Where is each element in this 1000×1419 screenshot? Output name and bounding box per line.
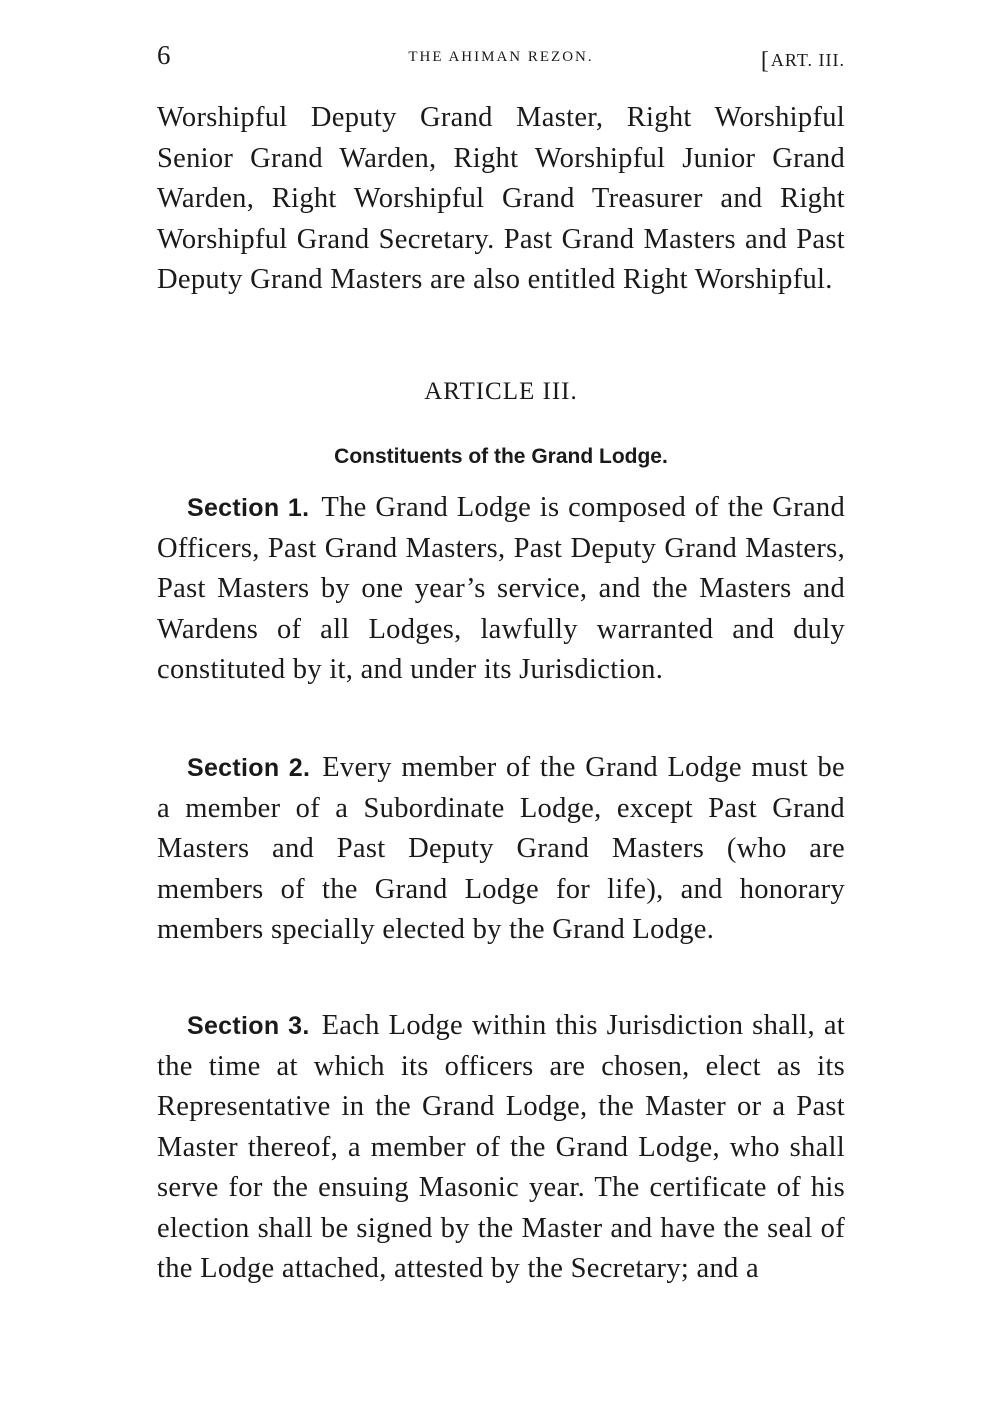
section-2-text: Every member of the Grand Lodge must be a member of a Subordinate Lodge, except Past Grand Masters and Past Deputy Grand Masters (who are members of the Grand Lodge for life), and honorary members specially elected by the Grand Lodge.	[157, 752, 845, 945]
section-1-text: The Grand Lodge is composed of the Grand Officers, Past Grand Masters, Past Deputy Grand Masters, Past Masters by one year’s service, and the Masters and Wardens of all Lodges, lawfully warranted and duly constituted by it, and under its Jurisdiction.	[157, 492, 846, 685]
section-3-text: Each Lodge within this Jurisdiction shall, at the time at which its officers are chosen, elect as its Representative in the Grand Lodge, the Master or a Past Master thereof, a member of the Grand Lodge, who shall serve for the ensuing Masonic year. The certificate of his election shall be signed by the Master and have the seal of the Lodge attached, attested by the Secretary; and a	[157, 1010, 846, 1284]
section-2	[157, 748, 845, 951]
section-2-label: Section 2.	[187, 754, 311, 782]
article-heading: ARTICLE III.	[424, 378, 578, 405]
section-1	[157, 488, 845, 691]
section-3-label: Section 3.	[187, 1012, 310, 1040]
book-page	[157, 40, 846, 1284]
page-number: 6	[157, 40, 171, 70]
article-reference-bracket: [	[760, 48, 770, 74]
article-reference-text: ART. III.	[770, 50, 845, 70]
section-1-label: Section 1.	[187, 494, 310, 522]
book-title: THE AHIMAN REZON.	[408, 49, 594, 65]
running-header	[157, 40, 845, 80]
section-3	[157, 1006, 845, 1290]
article-subheading: Constituents of the Grand Lodge.	[334, 445, 668, 468]
article-reference	[761, 46, 845, 73]
intro-paragraph: Worshipful Deputy Grand Master, Right Worshipful Senior Grand Warden, Right Worshipful Junior Grand Warden, Right Worshipful Grand Treasurer and Right Worshipful Grand Secretary. Past Grand Masters and Past Deputy Grand Masters are also entitled Right Worshipful.	[157, 102, 845, 295]
